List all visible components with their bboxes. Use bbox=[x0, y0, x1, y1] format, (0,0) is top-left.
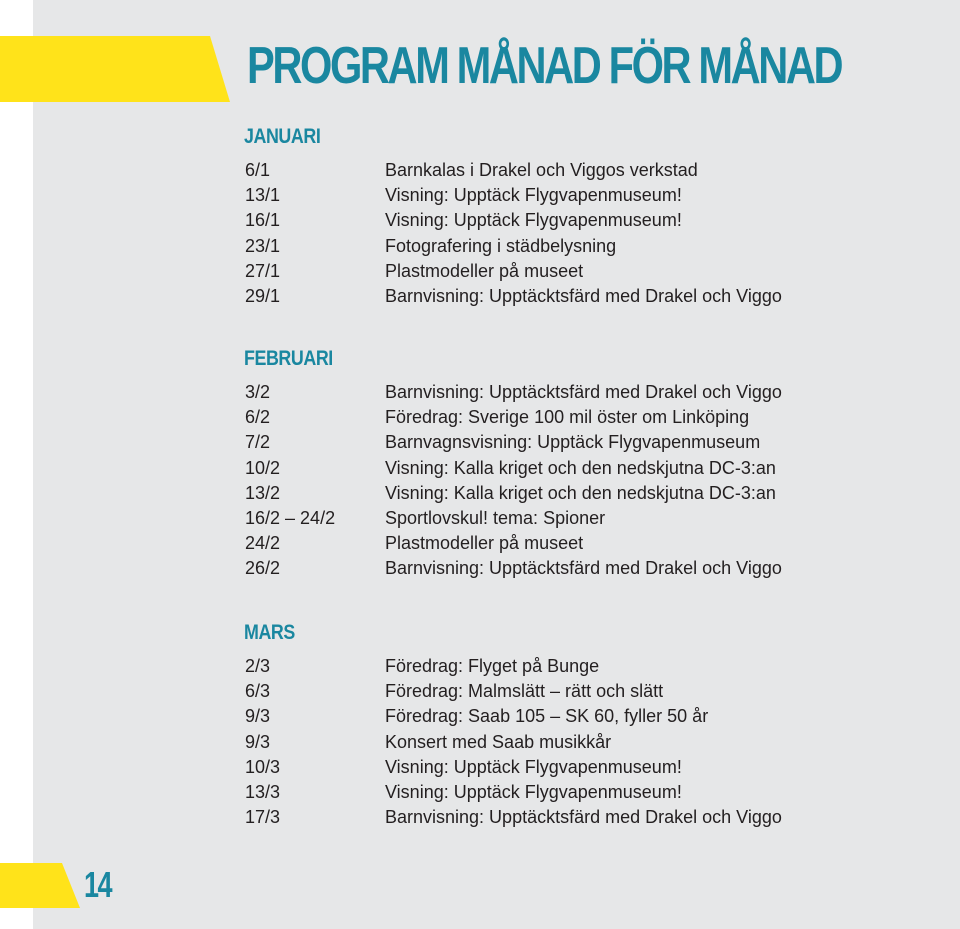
event-date: 26/2 bbox=[245, 558, 281, 579]
event-date: 7/2 bbox=[245, 432, 271, 453]
event-title: Plastmodeller på museet bbox=[385, 533, 584, 554]
event-title: Plastmodeller på museet bbox=[385, 260, 584, 281]
event-date: 17/3 bbox=[245, 807, 281, 828]
event-title: Visning: Upptäck Flygvapenmuseum! bbox=[385, 756, 682, 777]
event-title: Visning: Upptäck Flygvapenmuseum! bbox=[385, 185, 682, 206]
event-date: 9/3 bbox=[245, 706, 271, 727]
event-title: Konsert med Saab musikkår bbox=[385, 731, 612, 752]
month-heading-januari: JANUARI bbox=[244, 125, 321, 148]
event-title: Föredrag: Saab 105 – SK 60, fyller 50 år bbox=[385, 706, 709, 727]
event-date: 23/1 bbox=[245, 235, 281, 256]
event-date: 27/1 bbox=[245, 260, 281, 281]
event-title: Föredrag: Malmslätt – rätt och slätt bbox=[385, 681, 664, 702]
page-number: 14 bbox=[84, 864, 112, 905]
event-date: 16/2 – 24/2 bbox=[245, 507, 336, 528]
event-title: Barnvisning: Upptäcktsfärd med Drakel och Viggo bbox=[385, 807, 782, 828]
event-date: 13/2 bbox=[245, 482, 281, 503]
event-date: 6/3 bbox=[245, 681, 271, 702]
event-title: Föredrag: Sverige 100 mil öster om Linköping bbox=[385, 407, 750, 428]
event-title: Sportlovskul! tema: Spioner bbox=[385, 507, 606, 528]
page-title: PROGRAM MÅNAD FÖR MÅNAD bbox=[247, 37, 842, 95]
event-date: 6/1 bbox=[245, 160, 271, 180]
event-date: 3/2 bbox=[245, 382, 271, 402]
event-date: 2/3 bbox=[245, 656, 271, 676]
event-title: Visning: Kalla kriget och den nedskjutna DC-3:an bbox=[385, 482, 776, 503]
event-date: 10/3 bbox=[245, 756, 281, 777]
title-accent-bar bbox=[0, 36, 230, 102]
event-title: Barnvisning: Upptäcktsfärd med Drakel och Viggo bbox=[385, 558, 782, 579]
event-title: Barnvisning: Upptäcktsfärd med Drakel och Viggo bbox=[385, 382, 782, 402]
month-heading-februari: FEBRUARI bbox=[244, 347, 333, 370]
month-heading-mars: MARS bbox=[244, 621, 295, 644]
event-title: Föredrag: Flyget på Bunge bbox=[385, 656, 600, 676]
event-title: Fotografering i städbelysning bbox=[385, 235, 617, 256]
event-date: 29/1 bbox=[245, 285, 281, 306]
event-title: Barnvisning: Upptäcktsfärd med Drakel och Viggo bbox=[385, 285, 782, 306]
event-date: 13/3 bbox=[245, 781, 281, 802]
event-date: 24/2 bbox=[245, 533, 281, 554]
event-title: Visning: Kalla kriget och den nedskjutna DC-3:an bbox=[385, 457, 776, 478]
event-date: 16/1 bbox=[245, 210, 281, 231]
event-date: 6/2 bbox=[245, 407, 271, 428]
event-date: 9/3 bbox=[245, 731, 271, 752]
event-title: Barnvagnsvisning: Upptäck Flygvapenmuseum bbox=[385, 432, 761, 453]
event-title: Visning: Upptäck Flygvapenmuseum! bbox=[385, 781, 682, 802]
event-date: 13/1 bbox=[245, 185, 281, 206]
event-title: Visning: Upptäck Flygvapenmuseum! bbox=[385, 210, 682, 231]
event-date: 10/2 bbox=[245, 457, 281, 478]
event-title: Barnkalas i Drakel och Viggos verkstad bbox=[385, 160, 698, 180]
